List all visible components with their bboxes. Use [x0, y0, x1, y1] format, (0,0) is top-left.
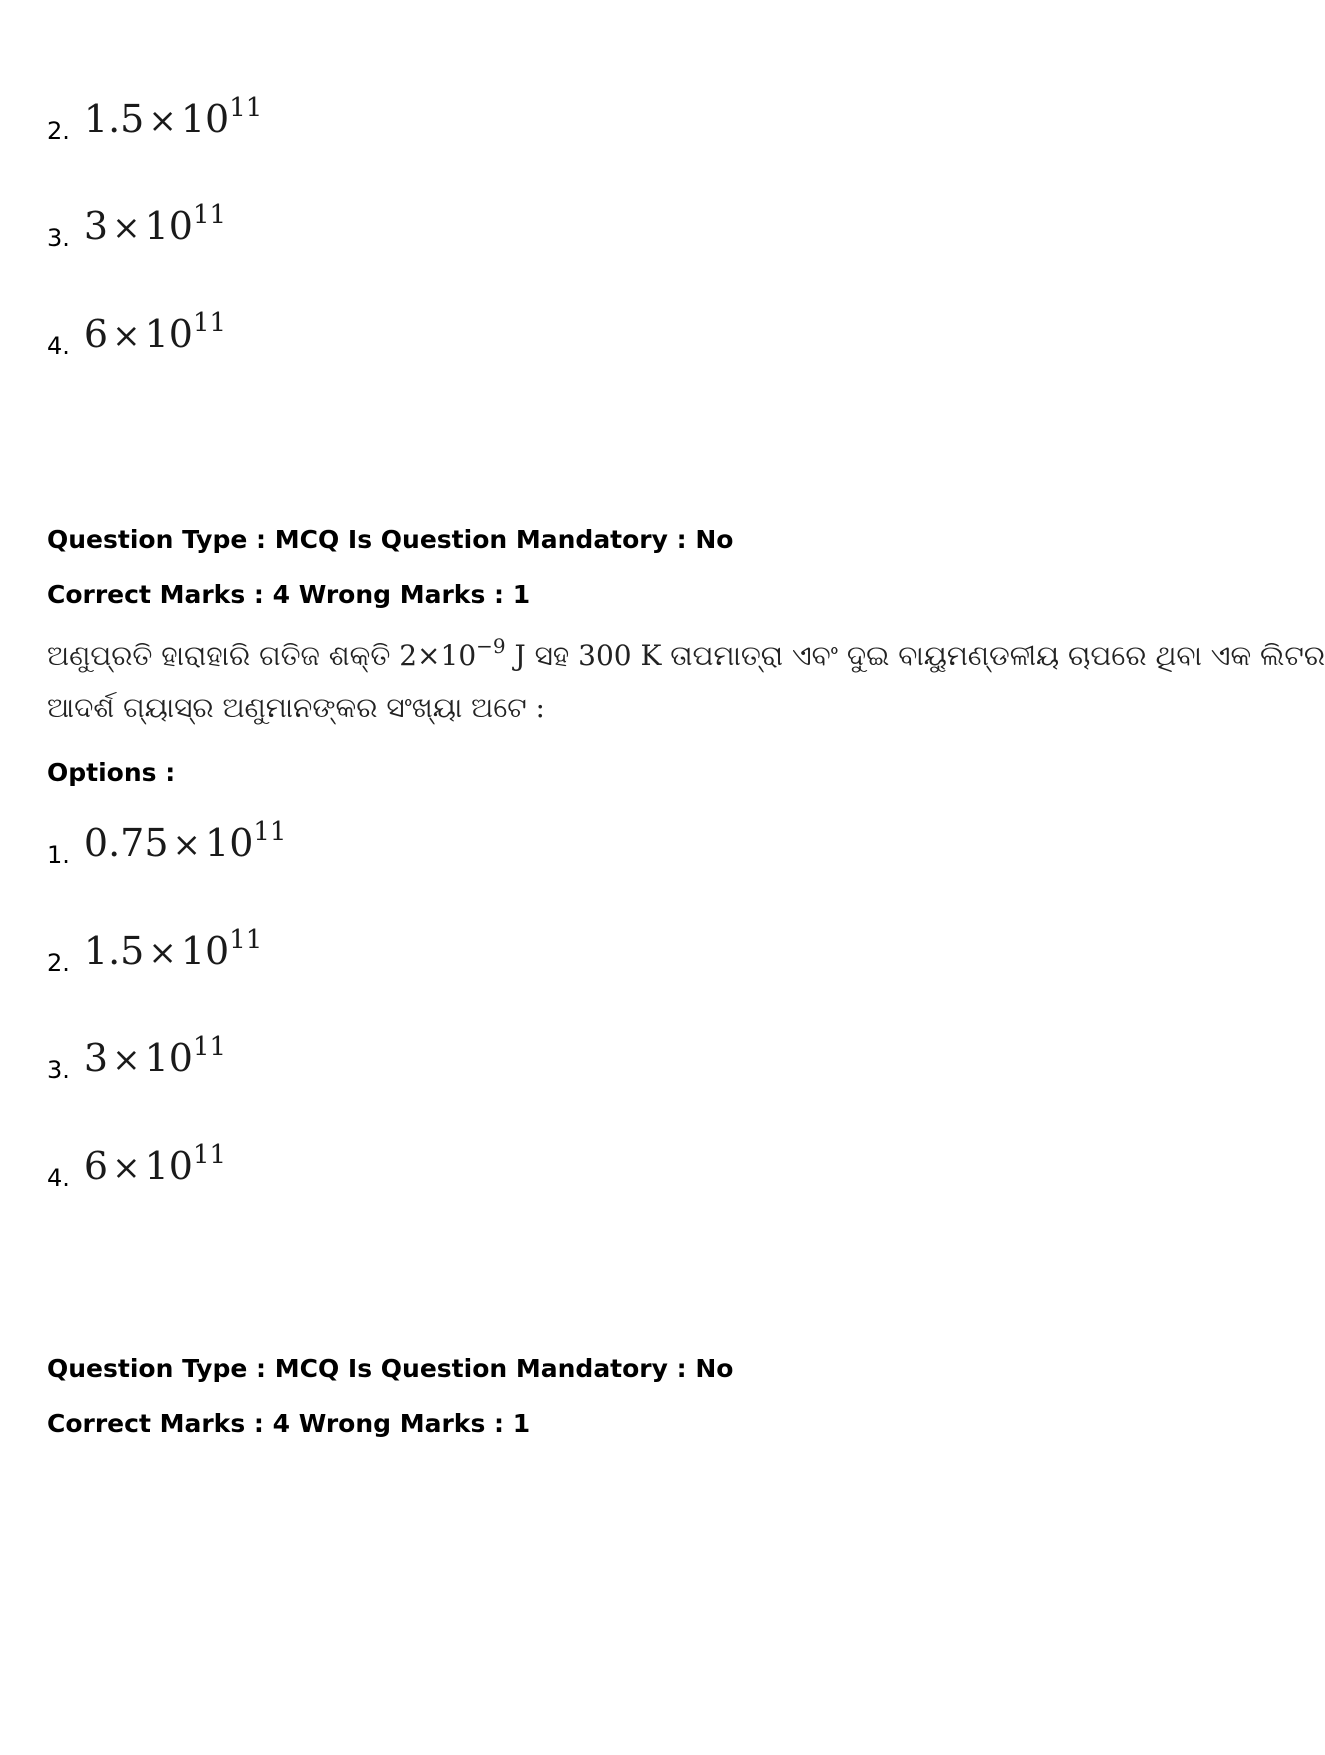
- option-value: $6 \times 10^{11}$: [83, 308, 227, 356]
- option-item: [47, 917, 262, 977]
- option-value: $6 \times 10^{11}$: [83, 1140, 227, 1188]
- option-number: 2.: [47, 949, 70, 977]
- option-value: $3 \times 10^{11}$: [83, 200, 227, 248]
- option-number: 1.: [47, 841, 70, 869]
- question-type-line: Question Type : MCQ Is Question Mandatory : No: [47, 525, 734, 554]
- option-number: 4.: [47, 332, 70, 360]
- option-value: $3 \times 10^{11}$: [83, 1032, 227, 1080]
- option-value: $1.5 \times 10^{11}$: [83, 925, 263, 973]
- question-text-line-1: ଅଣୁପ୍ରତି ହାରାହାରି ଗତିଜ ଶକ୍ତି $2\times 10^{-9}$ J ସହ 300 K ତାପମାତ୍ରା ଏବଂ ଦୁଇ ବାୟୁମଣ୍ଡଳୀୟ ଚାପରେ ଥିବା ଏକ ଲିଟର: [47, 634, 1325, 672]
- question-marks-line: Correct Marks : 4 Wrong Marks : 1: [47, 580, 531, 609]
- option-number: 2.: [47, 117, 70, 145]
- option-item: [47, 1024, 226, 1084]
- options-label: Options :: [47, 758, 176, 787]
- option-number: 3.: [47, 224, 70, 252]
- option-item: [47, 1132, 226, 1192]
- question-marks-line: Correct Marks : 4 Wrong Marks : 1: [47, 1409, 531, 1438]
- option-item: [47, 85, 262, 145]
- option-item: [47, 300, 226, 360]
- option-value: $0.75 \times 10^{11}$: [83, 817, 287, 865]
- option-number: 4.: [47, 1164, 70, 1192]
- option-item: [47, 192, 226, 252]
- question-text-line-2: ଆଦର୍ଶ ଗ୍ୟାସ୍‌ର ଅଣୁମାନଙ୍କର ସଂଖ୍ୟା ଅଟେ :: [47, 691, 545, 724]
- option-value: $1.5 \times 10^{11}$: [83, 93, 263, 141]
- question-text: [47, 630, 1325, 734]
- option-item: [47, 809, 286, 869]
- question-type-line: Question Type : MCQ Is Question Mandatory : No: [47, 1354, 734, 1383]
- option-number: 3.: [47, 1056, 70, 1084]
